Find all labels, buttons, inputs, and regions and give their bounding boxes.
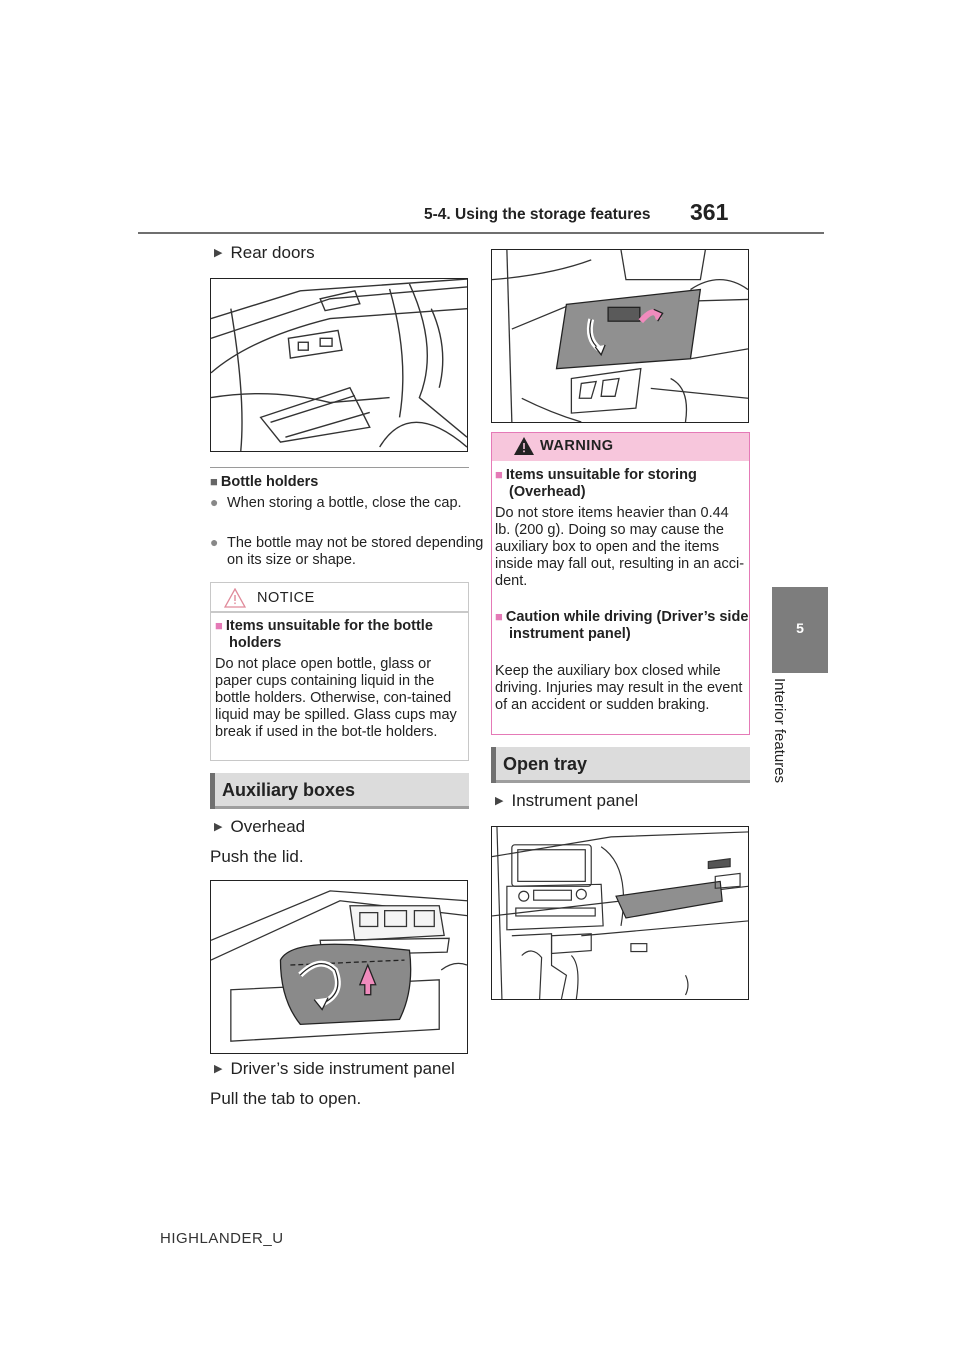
bottle-bullet-2: ● The bottle may not be stored depending on its size or shape. bbox=[210, 534, 484, 568]
bottle-holders-heading: ■ Bottle holders bbox=[210, 474, 319, 490]
arrow-right-icon: ▶ bbox=[495, 795, 504, 807]
instrument-panel-label: ▶ Instrument panel bbox=[495, 791, 639, 810]
square-bullet-icon: ■ bbox=[495, 609, 503, 624]
warning-triangle-filled-icon bbox=[513, 436, 535, 456]
drivers-panel-illustration bbox=[491, 249, 749, 423]
model-code: HIGHLANDER_U bbox=[160, 1230, 284, 1247]
overhead-label: ▶ Overhead bbox=[214, 817, 306, 836]
auxiliary-boxes-title: Auxiliary boxes bbox=[222, 780, 356, 800]
arrow-right-icon: ▶ bbox=[214, 821, 223, 833]
warning-title: WARNING bbox=[540, 438, 614, 454]
header-rule bbox=[138, 232, 824, 234]
square-bullet-icon: ■ bbox=[215, 618, 223, 633]
overhead-box-illustration bbox=[210, 880, 468, 1054]
circle-bullet-icon: ● bbox=[210, 534, 219, 550]
rear-door-illustration bbox=[210, 278, 468, 452]
chapter-label: Interior features bbox=[771, 678, 788, 784]
divider bbox=[210, 467, 469, 468]
page-number: 361 bbox=[690, 199, 729, 225]
warning-body-2: Keep the auxiliary box closed while driving. Injuries may result in the event of an accident or sudden braking. bbox=[495, 663, 743, 713]
square-bullet-icon: ■ bbox=[495, 467, 503, 482]
arrow-right-icon: ▶ bbox=[214, 1063, 223, 1075]
section-accent bbox=[491, 747, 496, 783]
rear-doors-label: ▶ Rear doors bbox=[214, 243, 315, 262]
section-accent bbox=[210, 773, 215, 809]
notice-header bbox=[211, 583, 468, 613]
warning-heading-1: ■ Items unsuitable for storing (Overhead) bbox=[495, 467, 697, 500]
bottle-bullet-1: ● When storing a bottle, close the cap. bbox=[210, 494, 462, 511]
drivers-side-text: Pull the tab to open. bbox=[210, 1089, 362, 1108]
chapter-number: 5 bbox=[796, 620, 804, 636]
overhead-text: Push the lid. bbox=[210, 847, 304, 866]
drivers-side-label: ▶ Driver’s side instrument panel bbox=[214, 1059, 455, 1078]
warning-heading-2: ■ Caution while driving (Driver’s side instrument panel) bbox=[495, 609, 749, 642]
instrument-panel-illustration bbox=[491, 826, 749, 1000]
circle-bullet-icon: ● bbox=[210, 494, 219, 510]
arrow-right-icon: ▶ bbox=[214, 247, 223, 259]
warning-body-1: Do not store items heavier than 0.44 lb. (200 g). Doing so may cause the auxiliary box to open and the items inside may fall out, resulting in an acci-dent. bbox=[495, 505, 745, 589]
warning-triangle-outline-icon bbox=[224, 588, 246, 608]
notice-body: Do not place open bottle, glass or paper cups containing liquid in the bottle holders. Otherwise, con-tained liquid may be spilled. Glass cups may break if used in the bot-tle holders. bbox=[215, 656, 457, 740]
notice-heading: ■ Items unsuitable for the bottle holders bbox=[215, 618, 433, 651]
section-title: 5-4. Using the storage features bbox=[424, 206, 651, 223]
open-tray-title: Open tray bbox=[503, 754, 588, 774]
notice-title: NOTICE bbox=[257, 590, 315, 606]
square-bullet-icon: ■ bbox=[210, 474, 218, 489]
